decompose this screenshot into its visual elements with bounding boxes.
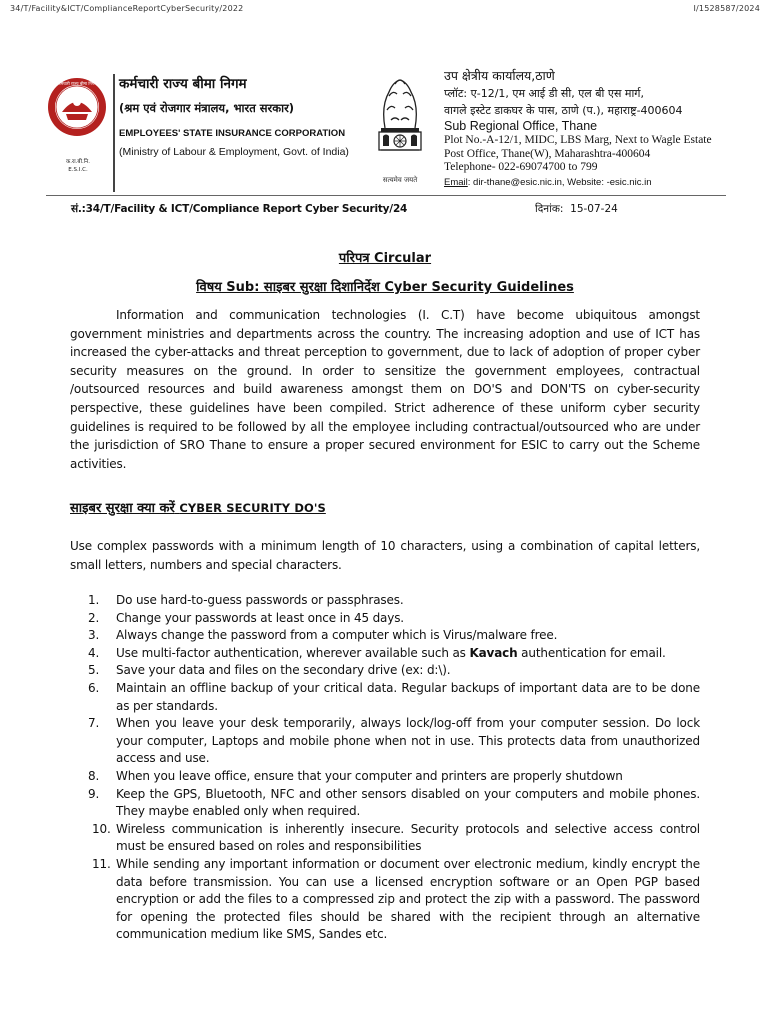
list-item	[70, 786, 700, 821]
sro-address-hindi-line-1: प्लॉट: ए-12/1, एम आई डी सी, एल बी एस मार्ग,	[444, 87, 644, 100]
circular-date	[535, 202, 618, 216]
list-item-number: 9.	[88, 786, 100, 801]
list-item	[70, 610, 700, 628]
date-value: 15-07-24	[570, 203, 618, 215]
list-item-number: 11.	[92, 856, 111, 871]
list-item-number: 2.	[88, 610, 100, 625]
national-emblem-icon	[371, 70, 429, 182]
letterhead-divider	[113, 74, 115, 192]
dos-heading-english: CYBER SECURITY DO'S	[179, 501, 326, 515]
sro-address-block	[444, 66, 734, 190]
list-item-number: 10.	[92, 821, 111, 836]
list-item-text: Maintain an offline backup of your critical data. Regular backups of important data are to be done as per standards.	[116, 680, 700, 713]
list-item-text: When you leave office, ensure that your computer and printers are properly shutdown	[116, 768, 623, 783]
sro-telephone: Telephone- 022-69074700 to 799	[444, 161, 598, 173]
esic-name-hindi: कर्मचारी राज्य बीमा निगम	[119, 76, 247, 92]
sro-email-line	[444, 175, 734, 190]
list-item-number: 1.	[88, 593, 100, 607]
list-item-number: 6.	[88, 680, 100, 695]
ministry-english: (Ministry of Labour & Employment, Govt. of India)	[119, 146, 349, 158]
sro-office-hindi: उप क्षेत्रीय कार्यालय,ठाणे	[444, 68, 555, 83]
sro-address-english-line-2: Post Office, Thane(W), Maharashtra-400604	[444, 147, 651, 160]
cyber-security-dos-heading	[70, 498, 326, 516]
esic-logo-caption	[48, 158, 108, 174]
list-item	[70, 821, 700, 856]
password-guideline-paragraph: Use complex passwords with a minimum length of 10 characters, using a combination of capital letters, small letters, numbers and special characters.	[70, 539, 700, 572]
list-item-text: Always change the password from a computer which is Virus/malware free.	[116, 628, 558, 643]
list-item-text: Save your data and files on the secondary drive (ex: d:\).	[116, 663, 451, 678]
file-reference-number: 34/T/Facility&ICT/ComplianceReportCyberSecurity/2022	[10, 4, 244, 13]
circular-heading	[0, 248, 770, 266]
list-item-text-post: authentication for email.	[517, 645, 666, 660]
esic-name-block	[119, 72, 359, 160]
document-reference-strip	[10, 4, 760, 18]
sro-office-english: Sub Regional Office, Thane	[444, 119, 598, 133]
list-item-number: 3.	[88, 628, 100, 643]
list-item-text: Do use hard-to-guess passwords or passphrases.	[116, 593, 404, 607]
cyber-security-dos-list	[70, 592, 700, 944]
subject-heading-text: विषय Sub: साइबर सुरक्षा दिशानिर्देश Cyber Security Guidelines	[196, 280, 574, 295]
list-item	[70, 662, 700, 680]
list-item-text: Keep the GPS, Bluetooth, NFC and other sensors disabled on your computers and mobile phones. They maybe enabled only when required.	[116, 786, 700, 819]
list-item-number: 5.	[88, 663, 100, 678]
subject-heading	[0, 277, 770, 295]
email-website-value[interactable]: : dir-thane@esic.nic.in, Website: -esic.nic.in	[467, 176, 652, 188]
letterhead	[46, 66, 726, 196]
reference-line	[71, 202, 711, 220]
list-item-text: While sending any important information or document over electronic medium, kindly encrypt the data before transmission. You can use a licensed encryption software or an Open PGP based encryption or add the files to a compressed zip and protect the zip with a password. The password for opening the protected files should be shared with the recipient through an alternative communication medium like SMS, Sandes etc.	[116, 856, 700, 942]
intro-paragraph: Information and communication technologies (I. C.T) have become ubiquitous amongst government ministries and departments across the country. The increasing adoption and use of ICT has increased the cyber-attacks and threat perception to government, due to lack of adoption of proper cyber security measures on the ground. In order to sensitize the government employees, contractual /outsourced resources and build awareness amongst them on DO'S and DON'TS on cyber-security perspective, these guidelines have been compiled. Strict adherence of these uniform cyber security guidelines is required to be followed by all the employee including contractual/outsourced who are under the jurisdiction of SRO Thane to ensure a proper secured environment for ESIC to carry out the Scheme activities.	[70, 308, 700, 471]
esic-logo-caption-en: E.S.I.C.	[68, 167, 88, 173]
list-item	[70, 645, 700, 663]
list-item-text: When you leave your desk temporarily, always lock/log-off from your computer session. Do lock your computer, Laptops and mobile phone when not in use. This protects data from unauthorized access and use.	[116, 716, 700, 766]
sro-address-english-line-1: Plot No.-A-12/1, MIDC, LBS Marg, Next to Wagle Estate	[444, 134, 712, 146]
ministry-hindi: (श्रम एवं रोजगार मंत्रालय, भारत सरकार)	[119, 101, 295, 115]
list-item	[70, 592, 700, 610]
list-item	[70, 715, 700, 768]
list-item	[70, 680, 700, 715]
list-item-number: 4.	[88, 645, 100, 660]
header-divider-line	[46, 195, 726, 196]
document-id: I/1528587/2024	[693, 4, 760, 13]
esic-name-english: EMPLOYEES' STATE INSURANCE CORPORATION	[119, 128, 346, 139]
esic-logo-caption-hi: क.रा.बी.नि.	[66, 159, 90, 165]
circular-heading-text: परिपत्र Circular	[338, 251, 432, 266]
list-item	[70, 768, 700, 786]
sro-address-hindi-line-2: वागले इस्टेट डाकघर के पास, ठाणे (प.), महाराष्ट्र-400604	[444, 104, 683, 117]
list-item-text: Change your passwords at least once in 45 days.	[116, 610, 404, 625]
email-label: Email	[444, 176, 468, 188]
list-item-text: Wireless communication is inherently insecure. Security protocols and selective access control must be ensured based on roles and responsibilities	[116, 821, 700, 854]
date-label: दिनांक:	[535, 203, 564, 215]
esic-logo	[46, 76, 108, 138]
circular-reference-number: सं.:34/T/Facility & ICT/Compliance Report Cyber Security/24	[71, 203, 408, 215]
list-item-number: 7.	[88, 716, 100, 731]
emblem-caption: सत्यमेव जयते	[382, 176, 418, 184]
dos-heading-hindi: साइबर सुरक्षा क्या करें	[70, 501, 175, 516]
kavach-highlight: Kavach	[469, 645, 518, 660]
list-item-number: 8.	[88, 768, 100, 783]
list-item-text-pre: Use multi-factor authentication, wherever available such as	[116, 645, 470, 660]
list-item	[70, 856, 700, 944]
list-item	[70, 627, 700, 645]
esic-logo-lettering: कर्मचारी राज्य बीमा निगम	[57, 81, 97, 86]
